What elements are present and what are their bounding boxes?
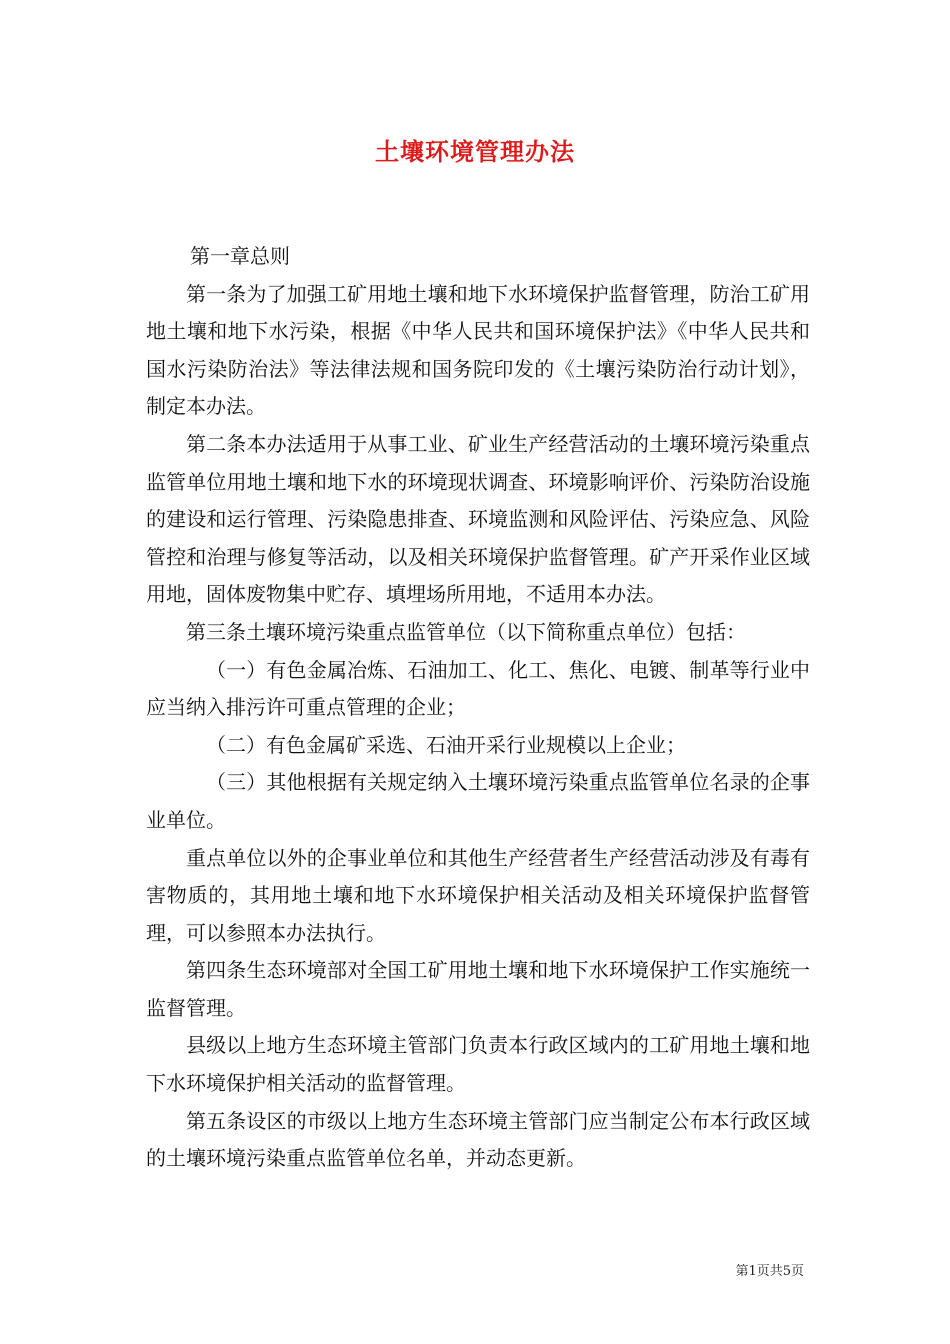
article-3-supplement: 重点单位以外的企事业单位和其他生产经营者生产经营活动涉及有毒有害物质的，其用地土壤和地下水环境保护相关活动及相关环境保护监督管理，可以参照本办法执行。: [146, 845, 810, 945]
chapter-heading: 第一章总则: [190, 244, 290, 268]
article-3-item-2: （二）有色金属矿采选、石油开采行业规模以上企业；: [206, 732, 686, 757]
document-body: [146, 238, 810, 1178]
article-3-item-3: （三）其他根据有关规定纳入土壤环境污染重点监管单位名录的企事业单位。: [146, 770, 810, 832]
article-4: 第四条生态环境部对全国工矿用地土壤和地下水环境保护工作实施统一监督管理。: [146, 958, 810, 1020]
article-1: 第一条为了加强工矿用地土壤和地下水环境保护监督管理，防治工矿用地土壤和地下水污染，根据《中华人民共和国环境保护法》《中华人民共和国水污染防治法》等法律法规和国务院印发的《土壤污染防治行动计划》，制定本办法。: [146, 281, 810, 419]
article-4-supplement: 县级以上地方生态环境主管部门负责本行政区域内的工矿用地土壤和地下水环境保护相关活动的监督管理。: [146, 1033, 810, 1096]
article-3: 第三条土壤环境污染重点监管单位（以下简称重点单位）包括：: [186, 619, 746, 644]
article-2: 第二条本办法适用于从事工业、矿业生产经营活动的土壤环境污染重点监管单位用地土壤和地下水的环境现状调查、环境影响评价、污染防治设施的建设和运行管理、污染隐患排查、环境监测和风险评估、污染应急、风险管控和治理与修复等活动，以及相关环境保护监督管理。矿产开采作业区域用地，固体废物集中贮存、填埋场所用地，不适用本办法。: [146, 431, 810, 607]
page-number: 第1页共5页: [735, 1264, 804, 1279]
article-3-item-1: （一）有色金属冶炼、石油加工、化工、焦化、电镀、制革等行业中应当纳入排污许可重点管理的企业；: [146, 657, 810, 720]
article-5: 第五条设区的市级以上地方生态环境主管部门应当制定公布本行政区域的土壤环境污染重点监管单位名单，并动态更新。: [146, 1108, 810, 1171]
document-title: 土壤环境管理办法: [375, 137, 575, 166]
